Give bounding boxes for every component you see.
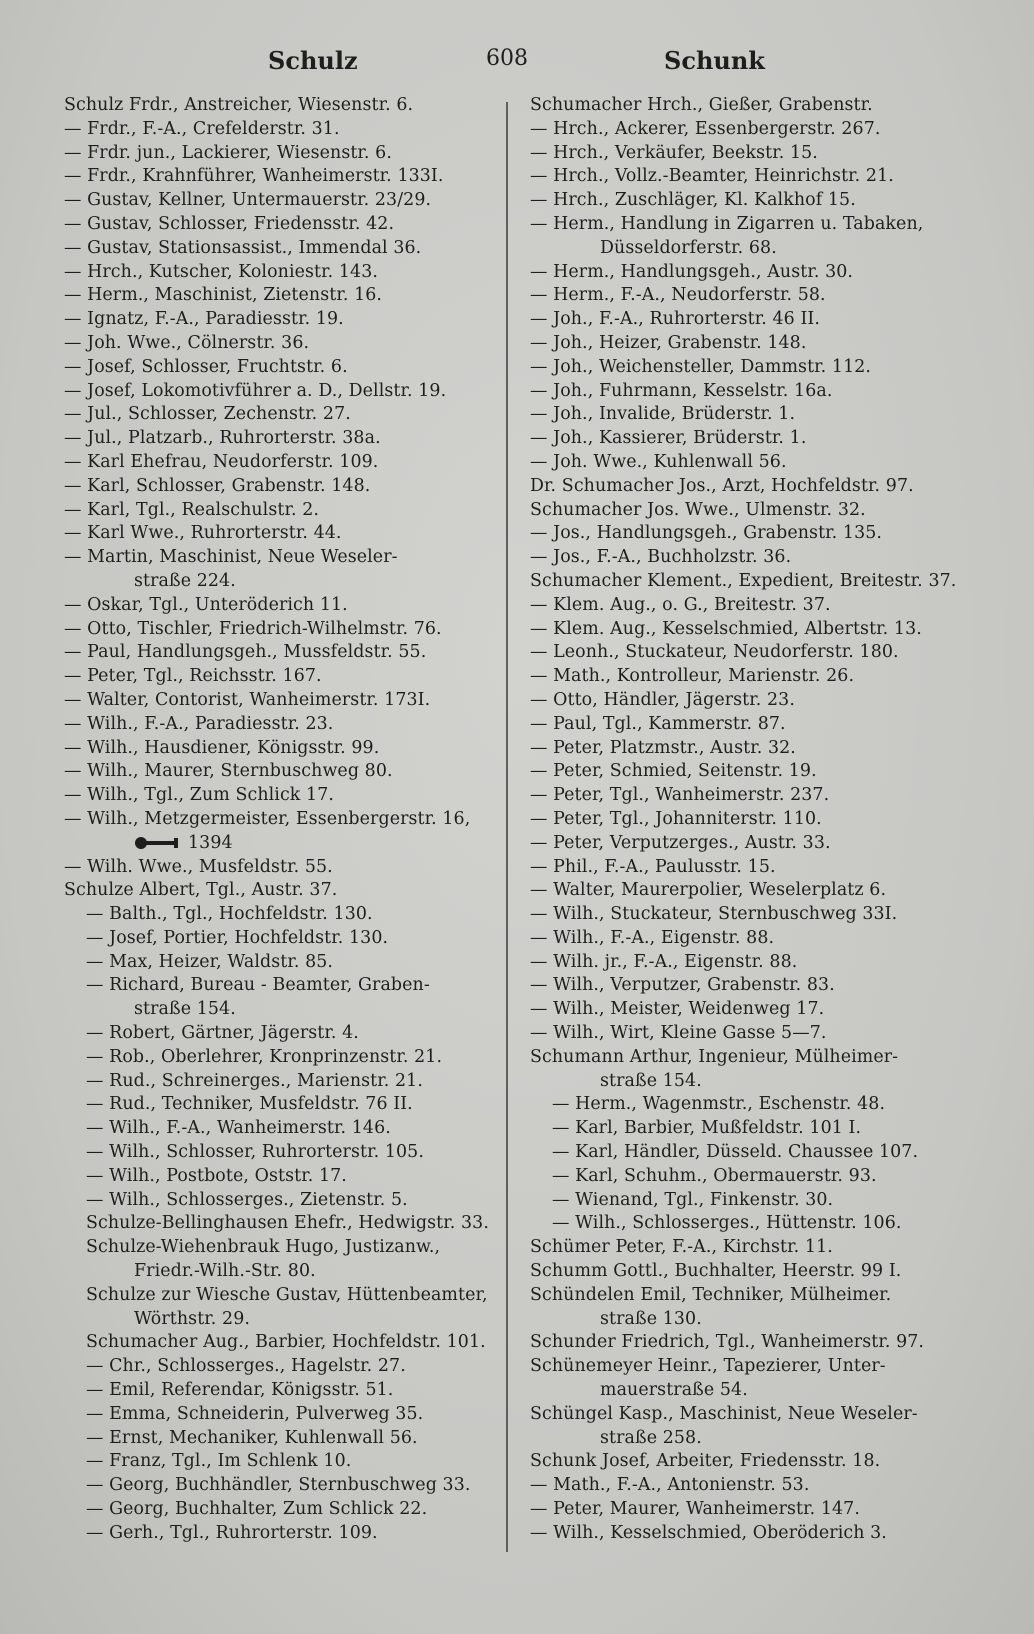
directory-entry — [530, 594, 976, 618]
directory-entry — [64, 499, 500, 523]
directory-entry — [64, 1022, 500, 1046]
entry-text: — Frdr. jun., Lackierer, Wiesenstr. 6. — [64, 142, 392, 163]
directory-entry — [64, 974, 500, 998]
entry-text: — Wilh., Meister, Weidenweg 17. — [530, 999, 825, 1020]
entry-text: — Paul, Handlungsgeh., Mussfeldstr. 55. — [64, 642, 427, 663]
entry-text: — Chr., Schlosserges., Hagelstr. 27. — [86, 1356, 406, 1377]
entry-text: — Wilh., Verputzer, Grabenstr. 83. — [530, 975, 835, 996]
entry-text: — Josef, Lokomotivführer a. D., Dellstr. 19. — [64, 380, 447, 401]
directory-entry — [530, 1355, 976, 1379]
entry-text: Schulze-Bellinghausen Ehefr., Hedwigstr. 33. — [86, 1213, 489, 1234]
entry-text: — Oskar, Tgl., Unteröderich 11. — [64, 594, 348, 615]
entry-text: — Klem. Aug., o. G., Breitestr. 37. — [530, 594, 831, 615]
entry-text: Schumacher Aug., Barbier, Hochfeldstr. 101. — [86, 1332, 486, 1353]
entry-text: Düsseldorferstr. 68. — [600, 237, 777, 258]
entry-text: — Herm., Handlungsgeh., Austr. 30. — [530, 261, 854, 282]
directory-entry — [530, 475, 976, 499]
entry-text: Schumacher Klement., Expedient, Breitestr. 37. — [530, 570, 957, 591]
entry-text: — Peter, Tgl., Wanheimerstr. 237. — [530, 785, 830, 806]
directory-entry — [64, 1212, 500, 1236]
directory-entry — [64, 1117, 500, 1141]
right-column — [530, 94, 976, 1546]
entry-text: — Wilh., Schlosserges., Zietenstr. 5. — [86, 1189, 408, 1210]
entry-text: — Hrch., Vollz.-Beamter, Heinrichstr. 21. — [530, 166, 894, 187]
directory-entry — [530, 1522, 976, 1546]
directory-entry — [64, 808, 500, 832]
entry-text: — Frdr., Krahnführer, Wanheimerstr. 133I. — [64, 166, 444, 187]
entry-text: — Max, Heizer, Waldstr. 85. — [86, 951, 334, 972]
entry-text: — Karl Wwe., Ruhrorterstr. 44. — [64, 523, 342, 544]
entry-text: straße 154. — [134, 999, 236, 1020]
directory-entry — [64, 142, 500, 166]
left-column — [64, 94, 500, 1546]
entry-text: Schumann Arthur, Ingenieur, Mülheimer- — [530, 1046, 899, 1067]
entry-text: — Joh., Fuhrmann, Kesselstr. 16a. — [530, 380, 833, 401]
directory-entry — [64, 641, 500, 665]
entry-text: — Peter, Tgl., Johanniterstr. 110. — [530, 808, 822, 829]
entry-text: — Josef, Portier, Hochfeldstr. 130. — [86, 927, 389, 948]
directory-entry — [64, 427, 500, 451]
entry-text: — Karl, Tgl., Realschulstr. 2. — [64, 499, 319, 520]
entry-text: — Jos., Handlungsgeh., Grabenstr. 135. — [530, 523, 883, 544]
entry-text: mauerstraße 54. — [600, 1380, 748, 1401]
header-left-keyword: Schulz — [268, 46, 358, 75]
directory-entry — [530, 1212, 976, 1236]
directory-entry — [530, 879, 976, 903]
directory-entry — [64, 879, 500, 903]
directory-entry — [64, 1284, 500, 1308]
directory-entry — [530, 1189, 976, 1213]
directory-entry — [530, 1308, 976, 1332]
entry-text: — Wilh., Wirt, Kleine Gasse 5—7. — [530, 1023, 827, 1044]
directory-entry — [530, 1165, 976, 1189]
entry-text: — Rud., Schreinerges., Marienstr. 21. — [86, 1070, 423, 1091]
directory-entry — [64, 1450, 500, 1474]
directory-entry — [64, 1070, 500, 1094]
directory-entry — [64, 451, 500, 475]
directory-entry — [64, 1189, 500, 1213]
directory-entry — [64, 237, 500, 261]
entry-text: — Jul., Schlosser, Zechenstr. 27. — [64, 404, 351, 425]
entry-text: Dr. Schumacher Jos., Arzt, Hochfeldstr. 97. — [530, 475, 914, 496]
directory-entry — [64, 1427, 500, 1451]
entry-text: — Herm., Maschinist, Zietenstr. 16. — [64, 285, 383, 306]
entry-text: Schüngel Kasp., Maschinist, Neue Weseler- — [530, 1403, 918, 1424]
directory-entry — [530, 808, 976, 832]
directory-entry — [530, 618, 976, 642]
directory-entry — [530, 641, 976, 665]
entry-text: — Gustav, Schlosser, Friedensstr. 42. — [64, 213, 395, 234]
directory-entry — [64, 570, 500, 594]
directory-entry — [64, 1474, 500, 1498]
directory-entry — [530, 927, 976, 951]
entry-text: — Frdr., F.-A., Crefelderstr. 31. — [64, 118, 340, 139]
entry-text: — Joh. Wwe., Kuhlenwall 56. — [530, 451, 787, 472]
entry-text: — Wilh., Postbote, Oststr. 17. — [86, 1165, 347, 1186]
entry-text: — Joh., F.-A., Ruhrorterstr. 46 II. — [530, 309, 821, 330]
entry-text: — Gerh., Tgl., Ruhrorterstr. 109. — [86, 1522, 378, 1543]
column-divider — [506, 102, 508, 1552]
entry-text: — Gustav, Kellner, Untermauerstr. 23/29. — [64, 190, 432, 211]
entry-text: — Phil., F.-A., Paulusstr. 15. — [530, 856, 776, 877]
directory-entry — [530, 760, 976, 784]
directory-entry — [530, 356, 976, 380]
directory-entry — [64, 998, 500, 1022]
directory-entry — [530, 1093, 976, 1117]
entry-text: straße 154. — [600, 1070, 702, 1091]
directory-entry — [530, 522, 976, 546]
directory-entry — [530, 284, 976, 308]
entry-text: — Peter, Schmied, Seitenstr. 19. — [530, 761, 817, 782]
entry-text: — Klem. Aug., Kesselschmied, Albertstr. 13. — [530, 618, 922, 639]
directory-entry — [530, 380, 976, 404]
directory-entry — [530, 713, 976, 737]
page-number: 608 — [486, 46, 528, 71]
directory-entry — [64, 927, 500, 951]
directory-entry — [64, 1046, 500, 1070]
entry-text: — Rob., Oberlehrer, Kronprinzenstr. 21. — [86, 1046, 443, 1067]
entry-text: — Ignatz, F.-A., Paradiesstr. 19. — [64, 309, 344, 330]
entry-text: Schulze-Wiehenbrauk Hugo, Justizanw., — [86, 1237, 441, 1258]
entry-text: — Herm., Wagenmstr., Eschenstr. 48. — [552, 1094, 886, 1115]
entry-text: — Richard, Bureau - Beamter, Graben- — [86, 975, 430, 996]
directory-entry — [64, 856, 500, 880]
entry-text: — Joh., Heizer, Grabenstr. 148. — [530, 332, 807, 353]
entry-text: — Otto, Händler, Jägerstr. 23. — [530, 689, 795, 710]
entry-text: — Karl Ehefrau, Neudorferstr. 109. — [64, 451, 379, 472]
directory-entry — [530, 308, 976, 332]
directory-entry — [64, 213, 500, 237]
entry-text: — Georg, Buchhändler, Sternbuschweg 33. — [86, 1475, 471, 1496]
directory-entry — [530, 998, 976, 1022]
directory-entry — [530, 546, 976, 570]
entry-text: — Gustav, Stationsassist., Immendal 36. — [64, 237, 422, 258]
directory-entry — [530, 261, 976, 285]
directory-entry — [530, 1117, 976, 1141]
directory-entry — [530, 1260, 976, 1284]
entry-text: — Emil, Referendar, Königsstr. 51. — [86, 1380, 394, 1401]
directory-entry — [530, 1236, 976, 1260]
entry-text: — Wilh., Maurer, Sternbuschweg 80. — [64, 761, 393, 782]
entry-text: — Franz, Tgl., Im Schlenk 10. — [86, 1451, 352, 1472]
entry-text: straße 224. — [134, 570, 236, 591]
entry-text: Wörthstr. 29. — [134, 1308, 250, 1329]
phone-line — [64, 832, 500, 856]
entry-text: — Jos., F.-A., Buchholzstr. 36. — [530, 547, 792, 568]
entry-text: — Wilh., F.-A., Wanheimerstr. 146. — [86, 1118, 391, 1139]
entry-text: — Wilh., Schlosser, Ruhrorterstr. 105. — [86, 1142, 424, 1163]
entry-text: — Math., F.-A., Antonienstr. 53. — [530, 1475, 810, 1496]
entry-text: — Josef, Schlosser, Fruchtstr. 6. — [64, 356, 348, 377]
entry-text: — Jul., Platzarb., Ruhrorterstr. 38a. — [64, 428, 381, 449]
directory-entry — [530, 1379, 976, 1403]
entry-text: Schulz Frdr., Anstreicher, Wiesenstr. 6. — [64, 95, 414, 115]
directory-entry — [64, 94, 500, 118]
entry-text: Schünemeyer Heinr., Tapezierer, Unter- — [530, 1356, 886, 1377]
entry-text: Schündelen Emil, Techniker, Mülheimer. — [530, 1284, 892, 1305]
directory-entry — [64, 522, 500, 546]
directory-entry — [64, 1308, 500, 1332]
directory-entry — [530, 1022, 976, 1046]
directory-entry — [530, 951, 976, 975]
entry-text: Schumacher Jos. Wwe., Ulmenstr. 32. — [530, 499, 866, 520]
directory-entry — [530, 1070, 976, 1094]
entry-text: — Wilh., Schlosserges., Hüttenstr. 106. — [552, 1213, 902, 1234]
entry-text: — Otto, Tischler, Friedrich-Wilhelmstr. 76. — [64, 618, 442, 639]
entry-text: — Peter, Verputzerges., Austr. 33. — [530, 832, 831, 853]
entry-text: — Wilh., Hausdiener, Königsstr. 99. — [64, 737, 380, 758]
entry-text: Schunder Friedrich, Tgl., Wanheimerstr. 97. — [530, 1332, 925, 1353]
entry-text: — Balth., Tgl., Hochfeldstr. 130. — [86, 904, 373, 925]
directory-entry — [64, 903, 500, 927]
directory-entry — [64, 165, 500, 189]
entry-text: — Hrch., Verkäufer, Beekstr. 15. — [530, 142, 818, 163]
directory-entry — [64, 689, 500, 713]
entry-text: — Joh., Kassierer, Brüderstr. 1. — [530, 428, 807, 449]
directory-entry — [530, 1331, 976, 1355]
directory-entry — [530, 165, 976, 189]
entry-text: — Karl, Schuhm., Obermauerstr. 93. — [552, 1165, 877, 1186]
directory-entry — [530, 1498, 976, 1522]
entry-text: — Peter, Tgl., Reichsstr. 167. — [64, 666, 322, 687]
directory-entry — [530, 1450, 976, 1474]
directory-entry — [530, 118, 976, 142]
directory-entry — [530, 189, 976, 213]
directory-entry — [530, 1427, 976, 1451]
directory-entry — [64, 737, 500, 761]
entry-text: straße 258. — [600, 1427, 702, 1448]
entry-text: — Peter, Platzmstr., Austr. 32. — [530, 737, 796, 758]
entry-text: — Karl, Schlosser, Grabenstr. 148. — [64, 475, 371, 496]
entry-text: Schumm Gottl., Buchhalter, Heerstr. 99 I. — [530, 1261, 902, 1282]
directory-entry — [64, 403, 500, 427]
entry-text: — Wilh., F.-A., Paradiesstr. 23. — [64, 713, 334, 734]
directory-entry — [530, 499, 976, 523]
directory-entry — [530, 832, 976, 856]
directory-entry — [530, 1284, 976, 1308]
directory-entry — [530, 974, 976, 998]
entry-text: — Herm., Handlung in Zigarren u. Tabaken, — [530, 213, 924, 234]
entry-text: — Walter, Contorist, Wanheimerstr. 173I. — [64, 689, 431, 710]
page-header — [0, 46, 1034, 82]
entry-text: — Emma, Schneiderin, Pulverweg 35. — [86, 1403, 424, 1424]
entry-text: 1394 — [188, 832, 233, 853]
directory-entry — [64, 1165, 500, 1189]
entry-text: — Joh., Invalide, Brüderstr. 1. — [530, 404, 796, 425]
directory-entry — [530, 427, 976, 451]
directory-entry — [530, 737, 976, 761]
entry-text: — Wilh., Metzgermeister, Essenbergerstr. 16, — [64, 808, 471, 829]
entry-text: — Hrch., Zuschläger, Kl. Kalkhof 15. — [530, 190, 856, 211]
directory-entry — [64, 1355, 500, 1379]
entry-text: — Paul, Tgl., Kammerstr. 87. — [530, 713, 786, 734]
entry-text: — Karl, Händler, Düsseld. Chaussee 107. — [552, 1142, 919, 1163]
directory-entry — [530, 784, 976, 808]
directory-entry — [64, 261, 500, 285]
entry-text: Schulze zur Wiesche Gustav, Hüttenbeamter, — [86, 1284, 488, 1305]
entry-text: Schulze Albert, Tgl., Austr. 37. — [64, 880, 338, 901]
telephone-icon — [134, 835, 182, 851]
directory-entry — [530, 403, 976, 427]
directory-entry — [64, 1236, 500, 1260]
directory-entry — [530, 451, 976, 475]
directory-entry — [64, 356, 500, 380]
directory-entry — [530, 689, 976, 713]
directory-entry — [64, 284, 500, 308]
directory-entry — [64, 1403, 500, 1427]
entry-text: — Wienand, Tgl., Finkenstr. 30. — [552, 1189, 834, 1210]
entry-text: — Ernst, Mechaniker, Kuhlenwall 56. — [86, 1427, 418, 1448]
directory-entry — [530, 570, 976, 594]
directory-entry — [64, 308, 500, 332]
entry-text: — Wilh. Wwe., Musfeldstr. 55. — [64, 856, 333, 877]
directory-entry — [64, 784, 500, 808]
entry-text: — Robert, Gärtner, Jägerstr. 4. — [86, 1023, 359, 1044]
entry-text: — Walter, Maurerpolier, Weselerplatz 6. — [530, 880, 887, 901]
directory-entry — [530, 237, 976, 261]
directory-entry — [530, 665, 976, 689]
directory-entry — [530, 213, 976, 237]
directory-entry — [64, 475, 500, 499]
entry-text: — Martin, Maschinist, Neue Weseler- — [64, 547, 398, 568]
entry-text: — Leonh., Stuckateur, Neudorferstr. 180. — [530, 642, 899, 663]
directory-entry — [64, 1522, 500, 1546]
directory-entry — [64, 665, 500, 689]
entry-text: — Georg, Buchhalter, Zum Schlick 22. — [86, 1499, 428, 1520]
entry-text: Schumacher Hrch., Gießer, Grabenstr. — [530, 95, 873, 115]
directory-entry — [64, 189, 500, 213]
directory-entry — [64, 760, 500, 784]
directory-entry — [64, 1498, 500, 1522]
directory-entry — [530, 142, 976, 166]
directory-entry — [64, 118, 500, 142]
directory-entry — [64, 1141, 500, 1165]
entry-text: straße 130. — [600, 1308, 702, 1329]
entry-text: Friedr.-Wilh.-Str. 80. — [134, 1261, 316, 1282]
entry-text: — Wilh., Stuckateur, Sternbuschweg 33I. — [530, 904, 898, 925]
directory-entry — [64, 618, 500, 642]
directory-entry — [64, 380, 500, 404]
directory-entry — [64, 546, 500, 570]
directory-entry — [64, 1379, 500, 1403]
directory-entry — [64, 1260, 500, 1284]
directory-entry — [64, 332, 500, 356]
entry-text: — Math., Kontrolleur, Marienstr. 26. — [530, 666, 855, 687]
entry-text: Schunk Josef, Arbeiter, Friedensstr. 18. — [530, 1451, 881, 1472]
entry-text: — Joh., Weichensteller, Dammstr. 112. — [530, 356, 872, 377]
entry-text: — Wilh., F.-A., Eigenstr. 88. — [530, 927, 775, 948]
entry-text: — Wilh. jr., F.-A., Eigenstr. 88. — [530, 951, 798, 972]
entry-text: — Peter, Maurer, Wanheimerstr. 147. — [530, 1499, 860, 1520]
directory-entry — [64, 594, 500, 618]
directory-entry — [530, 1046, 976, 1070]
directory-entry — [64, 1093, 500, 1117]
directory-entry — [530, 903, 976, 927]
header-right-keyword: Schunk — [664, 46, 765, 75]
directory-entry — [530, 1474, 976, 1498]
entry-text: — Hrch., Ackerer, Essenbergerstr. 267. — [530, 118, 881, 139]
entry-text: Schümer Peter, F.-A., Kirchstr. 11. — [530, 1237, 833, 1258]
entry-text: — Hrch., Kutscher, Koloniestr. 143. — [64, 261, 379, 282]
entry-text: — Herm., F.-A., Neudorferstr. 58. — [530, 285, 826, 306]
directory-entry — [530, 1403, 976, 1427]
entry-text: — Wilh., Tgl., Zum Schlick 17. — [64, 785, 335, 806]
directory-entry — [64, 1331, 500, 1355]
entry-text: — Rud., Techniker, Musfeldstr. 76 II. — [86, 1094, 413, 1115]
directory-entry — [530, 856, 976, 880]
entry-text: — Karl, Barbier, Mußfeldstr. 101 I. — [552, 1118, 862, 1139]
directory-entry — [530, 332, 976, 356]
directory-entry — [530, 1141, 976, 1165]
entry-text: — Joh. Wwe., Cölnerstr. 36. — [64, 332, 310, 353]
directory-entry — [530, 94, 976, 118]
directory-entry — [64, 951, 500, 975]
directory-entry — [64, 713, 500, 737]
entry-text: — Wilh., Kesselschmied, Oberöderich 3. — [530, 1522, 887, 1543]
